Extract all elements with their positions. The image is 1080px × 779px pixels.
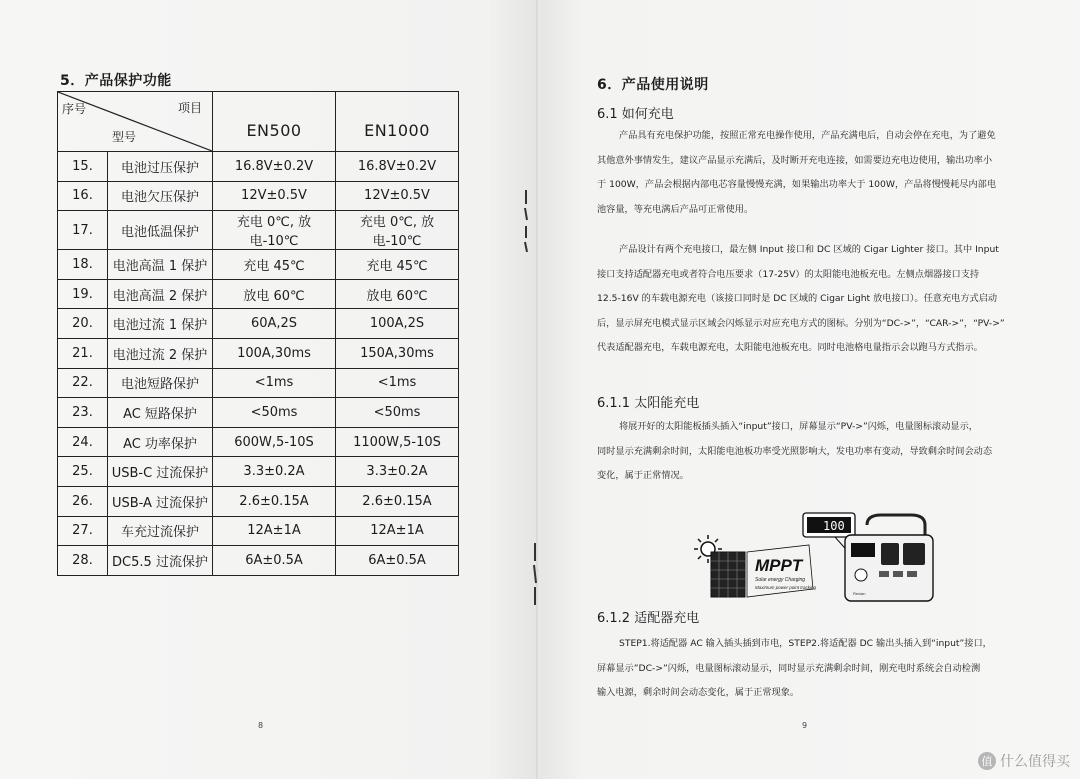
protection-name: 电池过流 2 保护 (108, 338, 213, 368)
protection-name: 电池过压保护 (108, 152, 213, 182)
watermark (978, 751, 1070, 771)
watermark-badge-icon: 值 (978, 752, 996, 770)
en500-value: 6A±0.5A (213, 546, 336, 576)
power-station-icon (845, 515, 933, 601)
table-row (58, 516, 459, 546)
display-value: 100 (823, 519, 845, 533)
table-row (58, 338, 459, 368)
protection-name: AC 短路保护 (108, 398, 213, 428)
en1000-value: <1ms (336, 368, 459, 398)
row-number: 26. (58, 486, 108, 516)
en1000-value: 12A±1A (336, 516, 459, 546)
table-row (58, 309, 459, 339)
en500-value: 2.6±0.15A (213, 486, 336, 516)
text-line: 将展开好的太阳能板插头插入“input”接口，屏幕显示“PV->”闪烁，电量图标滚动显示， (619, 421, 978, 432)
row-number: 16. (58, 181, 108, 211)
section-title-usage: 6．产品使用说明 (597, 77, 709, 93)
watermark-text: 什么值得买 (1000, 754, 1070, 770)
en1000-value: 充电 0℃, 放电-10℃ (336, 211, 459, 250)
text-line: 输入电源，剩余时间会动态变化，属于正常现象。 (597, 687, 800, 699)
protection-name: 电池过流 1 保护 (108, 309, 213, 339)
table-row (58, 250, 459, 280)
row-number: 24. (58, 427, 108, 457)
page-number-left: 8 (258, 721, 264, 730)
mppt-label: MPPT (755, 556, 803, 575)
paragraph-6-1-2 (597, 632, 1027, 706)
protection-name: 电池低温保护 (108, 211, 213, 250)
protection-name: 电池高温 1 保护 (108, 250, 213, 280)
row-number: 21. (58, 338, 108, 368)
table-row (58, 211, 459, 250)
paragraph-6-1-b (597, 238, 1027, 361)
text-line: 产品具有充电保护功能，按照正常充电操作使用，产品充满电后，自动会停在充电，为了避免 (619, 130, 996, 141)
table-corner-header (58, 92, 213, 152)
text-line: 代表适配器充电，车载电源充电，太阳能电池板充电。同时电池格电量指示会以跑马方式指示。 (597, 342, 983, 354)
en500-value: 12A±1A (213, 516, 336, 546)
protection-name: 电池短路保护 (108, 368, 213, 398)
header-item-label: 项目 (177, 101, 202, 115)
subsection-6-1-1-title: 6.1.1 太阳能充电 (597, 396, 700, 411)
protection-name: 电池高温 2 保护 (108, 279, 213, 309)
en500-value: 3.3±0.2A (213, 457, 336, 487)
en500-value: 100A,30ms (213, 338, 336, 368)
en1000-value: 1100W,5-10S (336, 427, 459, 457)
protection-name: 电池欠压保护 (108, 181, 213, 211)
model-header-en1000: EN1000 (336, 92, 459, 152)
protection-name: USB-A 过流保护 (108, 486, 213, 516)
table-row (58, 486, 459, 516)
text-line: STEP1.将适配器 AC 输入插头插到市电，STEP2.将适配器 DC 输出头插入到“input”接口， (619, 638, 992, 649)
protection-table (57, 91, 459, 576)
row-number: 18. (58, 250, 108, 280)
row-number: 19. (58, 279, 108, 309)
page-number-right: 9 (802, 721, 808, 730)
text-line: 其他意外事情发生，建议产品显示充满后，及时断开充电连接，如需要边充电边使用，输出功率小 (597, 154, 993, 166)
brand-label: Rexian (853, 591, 866, 596)
protection-name: DC5.5 过流保护 (108, 546, 213, 576)
solar-charging-illustration (685, 497, 939, 605)
subsection-6-1-2-title: 6.1.2 适配器充电 (597, 611, 700, 626)
protection-name: 车充过流保护 (108, 516, 213, 546)
table-row (58, 427, 459, 457)
model-header-en500: EN500 (213, 92, 336, 152)
en1000-value: 放电 60℃ (336, 279, 459, 309)
en500-value: <1ms (213, 368, 336, 398)
en1000-value: 100A,2S (336, 309, 459, 339)
book-spine (536, 0, 540, 779)
text-line: 变化，属于正常情况。 (597, 470, 689, 482)
staple-bottom (532, 543, 538, 605)
table-row (58, 279, 459, 309)
en500-value: 充电 0℃, 放电-10℃ (213, 211, 336, 250)
text-line: 屏幕显示”DC->”闪烁，电量图标滚动显示，同时显示充满剩余时间，刚充电时系统会自动检测 (597, 662, 981, 674)
en1000-value: 充电 45℃ (336, 250, 459, 280)
row-number: 28. (58, 546, 108, 576)
mppt-line1: Solar energy Charging (755, 577, 806, 583)
text-line: 同时显示充满剩余时间，太阳能电池板功率受光照影响大，发电功率有变动，导致剩余时间会动态 (597, 445, 993, 457)
row-number: 22. (58, 368, 108, 398)
row-number: 23. (58, 398, 108, 428)
table-row (58, 181, 459, 211)
subsection-6-1-title: 6.1 如何充电 (597, 107, 674, 122)
text-line: 接口支持适配器充电或者符合电压要求（17-25V）的太阳能电池板充电。左侧点烟器接口支持 (597, 268, 980, 280)
table-row (58, 152, 459, 182)
en1000-value: 16.8V±0.2V (336, 152, 459, 182)
en1000-value: 12V±0.5V (336, 181, 459, 211)
header-model-label: 型号 (112, 130, 137, 144)
en500-value: 12V±0.5V (213, 181, 336, 211)
row-number: 27. (58, 516, 108, 546)
mppt-line2: Maximum power point tracking (755, 585, 817, 590)
protection-name: AC 功率保护 (108, 427, 213, 457)
en1000-value: <50ms (336, 398, 459, 428)
table-row (58, 398, 459, 428)
en500-value: 600W,5-10S (213, 427, 336, 457)
row-number: 20. (58, 309, 108, 339)
table-header-row (58, 92, 459, 152)
en1000-value: 2.6±0.15A (336, 486, 459, 516)
staple-top (523, 190, 529, 252)
table-row (58, 546, 459, 576)
en500-value: 充电 45℃ (213, 250, 336, 280)
text-line: 于 100W，产品会根据内部电芯容量慢慢充满，如果输出功率大于 100W，产品将慢慢耗尽内部电 (597, 179, 997, 191)
text-line: 后，显示屏充电模式显示区域会闪烁显示对应充电方式的图标。分别为“DC->”，“CAR->”，“PV->” (597, 317, 1005, 329)
section-title-protection: 5．产品保护功能 (60, 73, 172, 89)
solar-panel-icon (711, 552, 745, 597)
en1000-value: 6A±0.5A (336, 546, 459, 576)
row-number: 25. (58, 457, 108, 487)
text-line: 产品设计有两个充电接口，最左侧 Input 接口和 DC 区域的 Cigar Lighter 接口。其中 Input (619, 244, 999, 255)
row-number: 17. (58, 211, 108, 250)
en500-value: 放电 60℃ (213, 279, 336, 309)
text-line: 池容量，等充电满后产品可正常使用。 (597, 203, 754, 215)
protection-name: USB-C 过流保护 (108, 457, 213, 487)
paragraph-6-1-1 (597, 415, 1027, 489)
header-num-label: 序号 (62, 102, 87, 116)
text-line: 12.5-16V 的车载电源充电（该接口同时是 DC 区域的 Cigar Light 放电接口）。任意充电方式启动 (597, 293, 998, 305)
en1000-value: 150A,30ms (336, 338, 459, 368)
en1000-value: 3.3±0.2A (336, 457, 459, 487)
table-row (58, 368, 459, 398)
en500-value: 16.8V±0.2V (213, 152, 336, 182)
row-number: 15. (58, 152, 108, 182)
table-row (58, 457, 459, 487)
paragraph-6-1-a (597, 124, 1027, 222)
en500-value: 60A,2S (213, 309, 336, 339)
en500-value: <50ms (213, 398, 336, 428)
